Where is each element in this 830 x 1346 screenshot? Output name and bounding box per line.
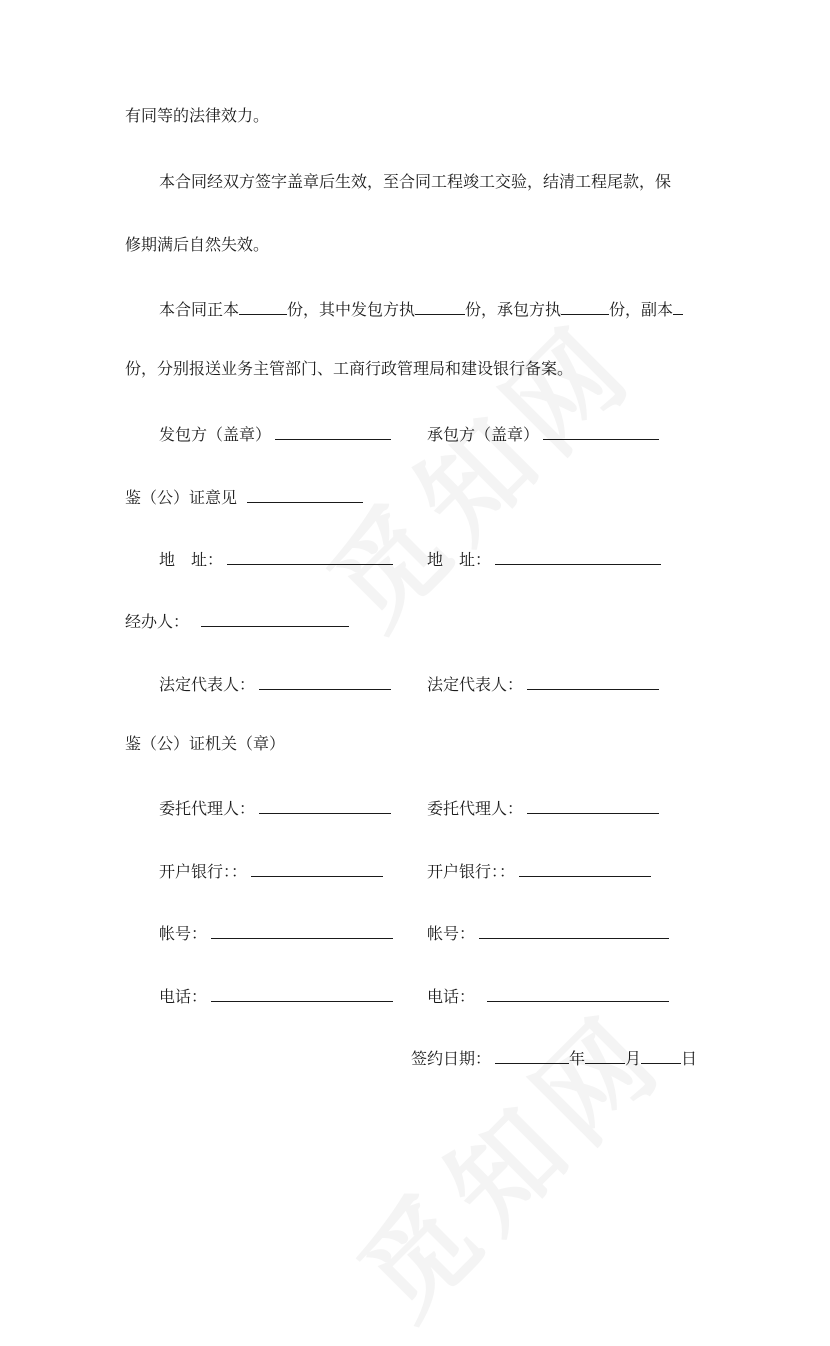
field-label: 地 址： (159, 550, 224, 569)
date-unit: 年 (569, 1049, 586, 1068)
address-b-row (427, 546, 661, 571)
field-label: 鉴（公）证意见 (125, 488, 238, 507)
copies-party-b-blank[interactable] (561, 296, 609, 315)
account-b-field[interactable] (479, 920, 669, 939)
agent-a-row (159, 795, 391, 820)
paragraph-text: 份，其中发包方执 (287, 300, 416, 319)
account-a-row (159, 920, 393, 945)
paragraph-copies-cont (125, 358, 573, 380)
copies-original-blank[interactable] (239, 296, 287, 315)
paragraph-continuation (125, 105, 269, 127)
field-label: 法定代表人： (159, 675, 256, 694)
field-label: 地 址： (427, 550, 492, 569)
signing-date-row (411, 1045, 697, 1070)
field-label: 委托代理人： (159, 799, 256, 818)
paragraph-text: 份，分别报送业务主管部门、工商行政管理局和建设银行备案。 (125, 359, 574, 378)
paragraph-text: 有同等的法律效力。 (125, 106, 270, 125)
field-label: 开户银行：： (159, 862, 248, 881)
field-label: 经办人： (125, 612, 190, 631)
field-label: 承包方（盖章） (427, 425, 540, 444)
paragraph-validity-cont (125, 234, 269, 256)
paragraph-text: 份，承包方执 (465, 300, 562, 319)
party-a-seal-field[interactable] (275, 421, 391, 440)
date-unit: 月 (625, 1049, 642, 1068)
agent-a-field[interactable] (259, 795, 391, 814)
paragraph-text: 份，副本 (609, 300, 674, 319)
agent-b-row (427, 795, 659, 820)
copies-duplicate-blank[interactable] (673, 296, 683, 315)
bank-a-field[interactable] (251, 858, 383, 877)
phone-a-row (159, 983, 393, 1008)
field-label: 鉴（公）证机关（章） (125, 734, 286, 753)
paragraph-text: 本合同经双方签字盖章后生效，至合同工程竣工交验，结清工程尾款，保 (159, 172, 672, 191)
date-year-field[interactable] (495, 1045, 569, 1064)
address-a-field[interactable] (227, 546, 393, 565)
field-label: 开户银行：： (427, 862, 516, 881)
paragraph-text: 修期满后自然失效。 (125, 235, 270, 254)
copies-party-a-blank[interactable] (415, 296, 465, 315)
field-label: 电话： (427, 987, 476, 1006)
watermark (319, 972, 694, 1346)
address-a-row (159, 546, 393, 571)
paragraph-validity (159, 171, 671, 193)
party-b-seal-field[interactable] (543, 421, 659, 440)
phone-b-row (427, 983, 669, 1008)
date-day-field[interactable] (641, 1045, 681, 1064)
account-a-field[interactable] (211, 920, 393, 939)
party-a-seal-row (159, 421, 391, 446)
notary-opinion-field[interactable] (247, 484, 363, 503)
notary-opinion-row (125, 484, 363, 509)
date-unit: 日 (681, 1049, 698, 1068)
handler-field[interactable] (201, 608, 349, 627)
field-label: 委托代理人： (427, 799, 524, 818)
field-label: 法定代表人： (427, 675, 524, 694)
field-label: 签约日期： (411, 1049, 492, 1068)
watermark (289, 282, 664, 657)
legal-rep-a-row (159, 671, 391, 696)
handler-row (125, 608, 349, 633)
field-label: 帐号： (427, 924, 476, 943)
field-label: 发包方（盖章） (159, 425, 272, 444)
phone-a-field[interactable] (211, 983, 393, 1002)
legal-rep-b-field[interactable] (527, 671, 659, 690)
address-b-field[interactable] (495, 546, 661, 565)
party-b-seal-row (427, 421, 659, 446)
bank-b-field[interactable] (519, 858, 651, 877)
date-month-field[interactable] (585, 1045, 625, 1064)
field-label: 帐号： (159, 924, 208, 943)
notary-office-row (125, 733, 285, 755)
agent-b-field[interactable] (527, 795, 659, 814)
legal-rep-b-row (427, 671, 659, 696)
account-b-row (427, 920, 669, 945)
bank-a-row (159, 858, 383, 883)
field-label: 电话： (159, 987, 208, 1006)
paragraph-copies (159, 296, 683, 321)
paragraph-text: 本合同正本 (159, 300, 240, 319)
bank-b-row (427, 858, 651, 883)
legal-rep-a-field[interactable] (259, 671, 391, 690)
phone-b-field[interactable] (487, 983, 669, 1002)
